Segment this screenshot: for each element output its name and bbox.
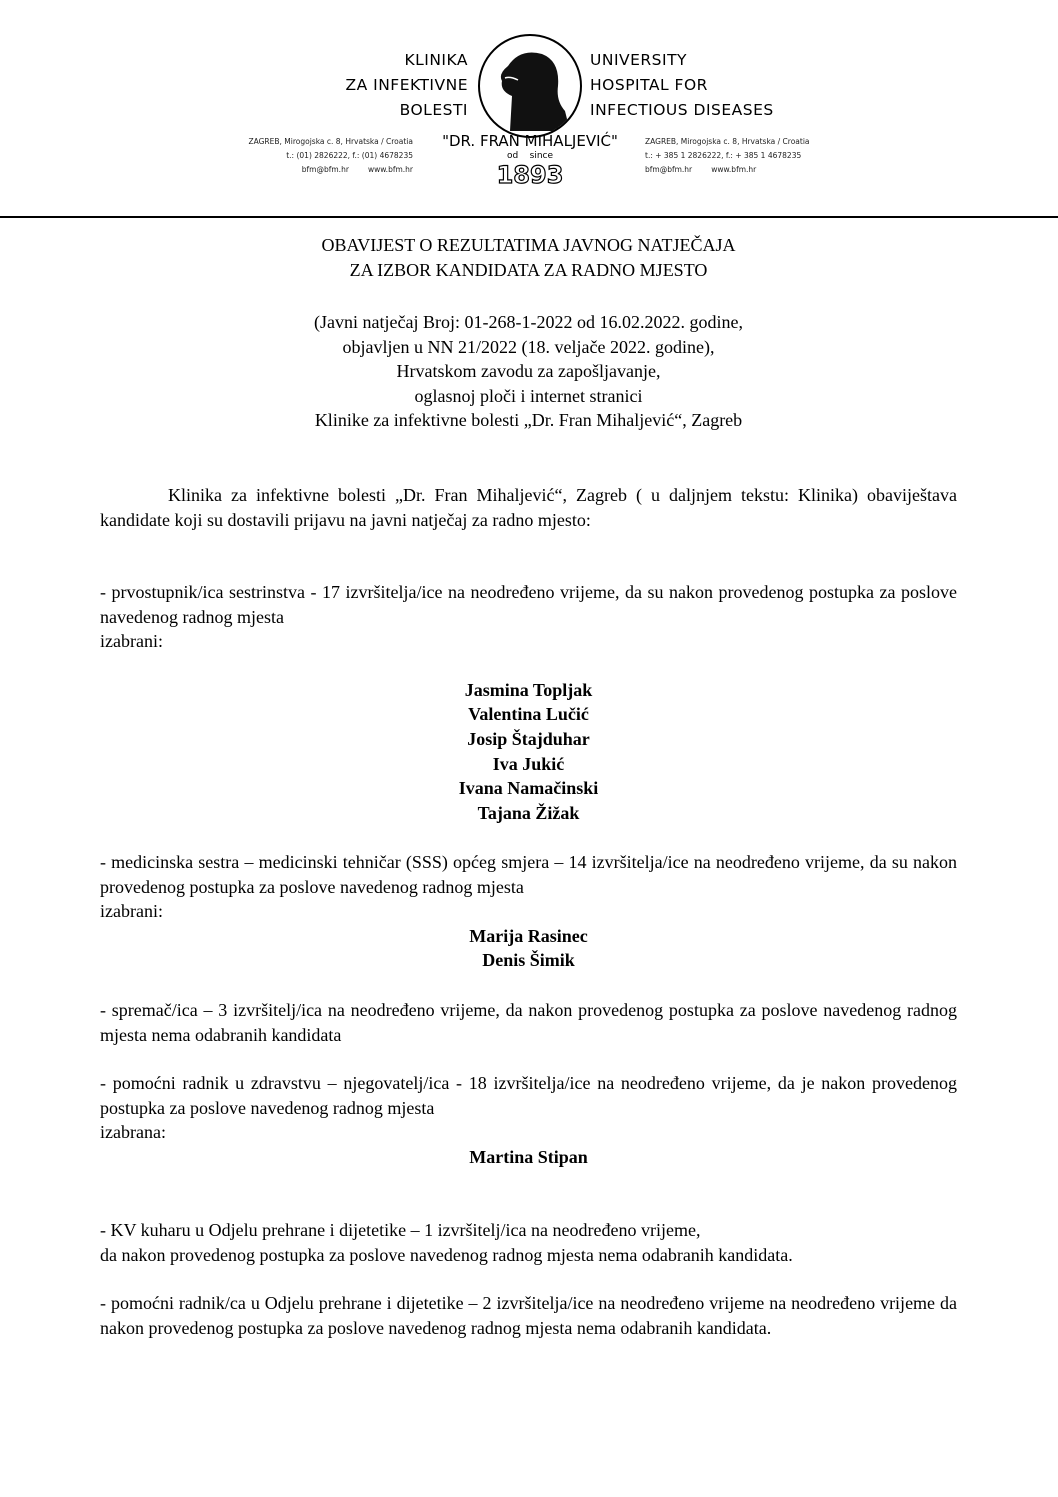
letterhead-croatian-name xyxy=(300,48,468,123)
document-subtitle xyxy=(100,310,957,433)
contact-left xyxy=(203,135,413,177)
subtitle-line: Klinike za infektivne bolesti „Dr. Fran Mihaljević“, Zagreb xyxy=(314,410,743,431)
candidate-name: Ivana Namačinski xyxy=(458,778,599,799)
candidate-name: Jasmina Topljak xyxy=(464,679,593,700)
since-label: od since xyxy=(506,151,554,161)
document-title xyxy=(100,233,957,282)
candidate-name: Iva Jukić xyxy=(492,753,565,774)
name-line: BOLESTI xyxy=(399,101,468,119)
selected-label: izabrani: xyxy=(100,631,163,652)
email-web: bfm@bfm.hr www.bfm.hr xyxy=(645,165,757,174)
subtitle-line: (Javni natječaj Broj: 01-268-1-2022 od 16.02.2022. godine, xyxy=(314,312,743,332)
hospital-name: "DR. FRAN MIHALJEVIĆ" xyxy=(442,132,618,150)
address: ZAGREB, Mirogojska c. 8, Hrvatska / Croatia xyxy=(248,137,413,146)
subtitle-line: Hrvatskom zavodu za zapošljavanje, xyxy=(396,361,661,382)
section-care-assistant xyxy=(100,1071,957,1169)
header-divider xyxy=(0,216,1058,218)
name-line: ZA INFEKTIVNE xyxy=(345,76,468,94)
section-cook xyxy=(100,1218,957,1267)
section-text: - pomoćni radnik u zdravstvu – njegovatelj/ica - 18 izvršitelja/ice na neodređeno vrijeme, da je nakon provedenog postupka za poslove navedenog radnog mjesta xyxy=(100,1073,957,1118)
subtitle-line: objavljen u NN 21/2022 (18. veljače 2022. godine), xyxy=(342,336,715,357)
selected-names xyxy=(100,678,957,826)
contact-right xyxy=(645,135,855,177)
candidate-name: Marija Rasinec xyxy=(469,925,588,946)
name-line: UNIVERSITY xyxy=(590,51,688,69)
selected-names xyxy=(100,1145,957,1170)
candidate-name: Martina Stipan xyxy=(469,1146,588,1167)
selected-names xyxy=(100,924,957,973)
section-cleaner: - spremač/ica – 3 izvršitelj/ica na neodređeno vrijeme, da nakon provedenog postupka za poslove navedenog radnog mjesta nema odabranih kandidata xyxy=(100,1000,957,1045)
phone: t.: + 385 1 2826222, f.: + 385 1 4678235 xyxy=(645,151,802,160)
section-nursing-bachelor xyxy=(100,580,957,825)
title-line: ZA IZBOR KANDIDATA ZA RADNO MJESTO xyxy=(349,259,708,280)
phone: t.: (01) 2826222, f.: (01) 4678235 xyxy=(286,151,413,160)
candidate-name: Valentina Lučić xyxy=(468,704,589,725)
intro-paragraph: Klinika za infektivne bolesti „Dr. Fran Mihaljević“, Zagreb ( u daljnjem tekstu: Klinika) obaviještava kandidate koji su dostavili prijavu na javni natječaj za radno mjesto: xyxy=(100,485,957,530)
subtitle-line: oglasnoj ploči i internet stranici xyxy=(414,385,643,406)
letterhead-english-name xyxy=(590,48,774,123)
selected-label: izabrana: xyxy=(100,1122,166,1143)
candidate-name: Tajana Žižak xyxy=(477,802,580,823)
portrait-logo-icon xyxy=(478,34,582,138)
section-kitchen-assistant: - pomoćni radnik/ca u Odjelu prehrane i dijetetike – 2 izvršitelja/ice na neodređeno vrijeme na neodređeno vrijeme da nakon provedenog postupka za poslove navedenog radnog mjesta nema odabranih kandidata. xyxy=(100,1293,957,1338)
section-nurse-technician xyxy=(100,850,957,973)
candidate-name: Denis Šimik xyxy=(482,950,575,971)
address: ZAGREB, Mirogojska c. 8, Hrvatska / Croatia xyxy=(645,137,810,146)
email-web: bfm@bfm.hr www.bfm.hr xyxy=(301,165,413,174)
selected-label: izabrani: xyxy=(100,901,163,922)
name-line: HOSPITAL FOR xyxy=(590,76,708,94)
name-line: KLINIKA xyxy=(404,51,468,69)
name-line: INFECTIOUS DISEASES xyxy=(590,101,774,119)
section-text: - medicinska sestra – medicinski tehničar (SSS) općeg smjera – 14 izvršitelja/ice na neodređeno vrijeme, da su nakon provedenog postupka za poslove navedenog radnog mjesta xyxy=(100,852,957,897)
section-text: - prvostupnik/ica sestrinstva - 17 izvršitelja/ice na neodređeno vrijeme, da su nakon provedenog postupka za poslove navedenog radnog mjesta xyxy=(100,582,957,627)
candidate-name: Josip Štajduhar xyxy=(467,728,590,749)
founding-year: 1893 xyxy=(496,161,564,189)
title-line: OBAVIJEST O REZULTATIMA JAVNOG NATJEČAJA xyxy=(321,235,736,255)
section-text: - KV kuharu u Odjelu prehrane i dijetetike – 1 izvršitelj/ica na neodređeno vrijeme, xyxy=(100,1220,701,1240)
section-text: da nakon provedenog postupka za poslove navedenog radnog mjesta nema odabranih kandidata. xyxy=(100,1244,793,1265)
